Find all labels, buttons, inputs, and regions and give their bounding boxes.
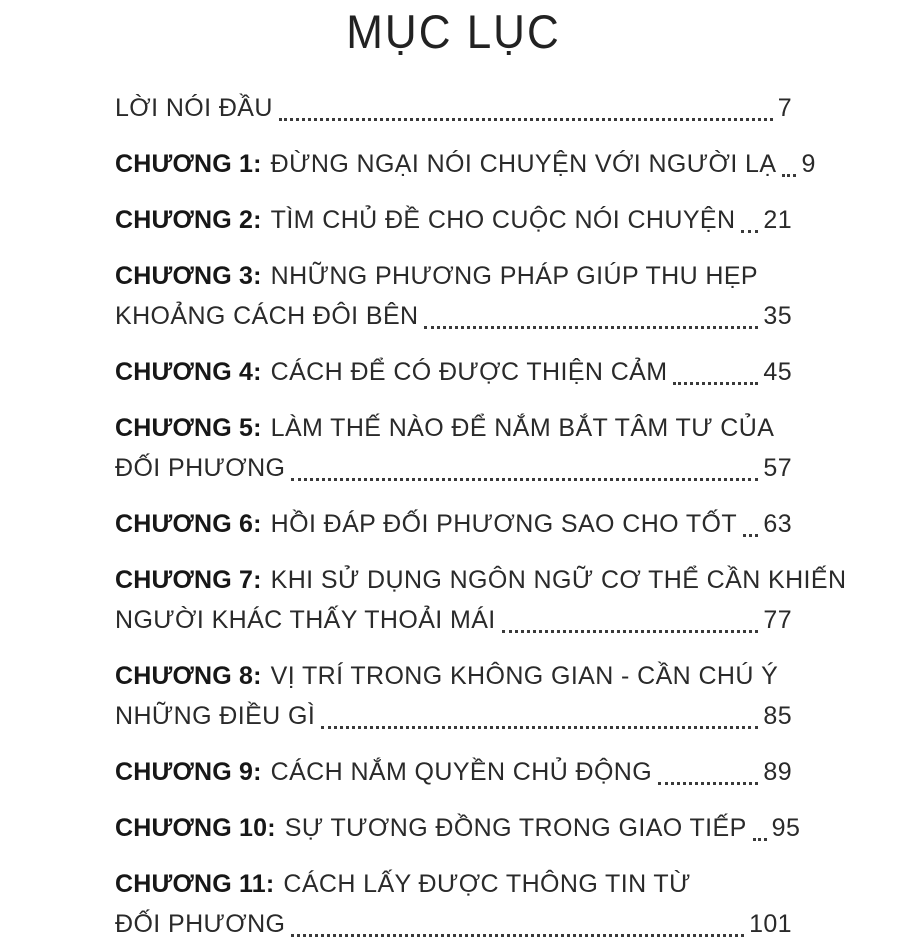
page-number: 89	[763, 758, 792, 786]
dot-leader	[291, 934, 744, 937]
chapter-title: CÁCH ĐỂ CÓ ĐƯỢC THIỆN CẢM	[270, 358, 668, 386]
dot-leader	[658, 782, 758, 785]
toc-entry-line	[115, 504, 792, 544]
dot-leader	[321, 726, 758, 729]
toc-entry-line	[115, 256, 792, 296]
chapter-title-continued: ĐỐI PHƯƠNG	[115, 910, 286, 938]
page-number: 35	[763, 302, 792, 330]
page-number: 7	[777, 94, 792, 122]
toc-entry-line-continued	[115, 904, 792, 944]
chapter-prefix: CHƯƠNG 6:	[115, 510, 262, 538]
chapter-prefix: CHƯƠNG 9:	[115, 758, 262, 786]
dot-leader	[741, 230, 758, 233]
chapter-title: CÁCH NẮM QUYỀN CHỦ ĐỘNG	[270, 758, 653, 786]
dot-leader	[291, 478, 758, 481]
chapter-title: HỒI ĐÁP ĐỐI PHƯƠNG SAO CHO TỐT	[270, 510, 738, 538]
chapter-title-continued: NHỮNG ĐIỀU GÌ	[115, 702, 316, 730]
toc-entry	[115, 560, 847, 640]
toc-entry	[115, 504, 792, 544]
chapter-title-continued: ĐỐI PHƯƠNG	[115, 454, 286, 482]
page-number: 95	[771, 814, 801, 842]
page-number: 101	[749, 910, 792, 938]
toc-entry-line	[115, 88, 792, 128]
toc-list	[115, 88, 847, 944]
chapter-title: TÌM CHỦ ĐỀ CHO CUỘC NÓI CHUYỆN	[270, 206, 736, 234]
dot-leader	[673, 382, 758, 385]
toc-entry-line	[115, 408, 792, 448]
chapter-prefix: CHƯƠNG 3:	[115, 262, 262, 290]
toc-entry-line-continued	[115, 296, 792, 336]
dot-leader	[279, 118, 773, 121]
chapter-prefix: CHƯƠNG 2:	[115, 206, 262, 234]
toc-entry-line	[115, 752, 792, 792]
toc-entry-line-continued	[115, 600, 792, 640]
chapter-prefix: CHƯƠNG 1:	[115, 150, 262, 178]
toc-entry-line-continued	[115, 448, 792, 488]
chapter-title: CÁCH LẤY ĐƯỢC THÔNG TIN TỪ	[283, 870, 691, 898]
page-number: 85	[763, 702, 792, 730]
toc-entry	[115, 144, 816, 184]
dot-leader	[502, 630, 759, 633]
chapter-title: LÀM THẾ NÀO ĐỂ NẮM BẮT TÂM TƯ CỦA	[270, 414, 775, 442]
chapter-title: NHỮNG PHƯƠNG PHÁP GIÚP THU HẸP	[270, 262, 758, 290]
page-number: 77	[763, 606, 792, 634]
toc-entry	[115, 88, 792, 128]
chapter-title-continued: NGƯỜI KHÁC THẤY THOẢI MÁI	[115, 606, 496, 634]
toc-entry	[115, 864, 792, 944]
chapter-prefix: CHƯƠNG 7:	[115, 566, 262, 594]
chapter-prefix: CHƯƠNG 8:	[115, 662, 262, 690]
chapter-title-continued: KHOẢNG CÁCH ĐÔI BÊN	[115, 302, 419, 330]
chapter-prefix: CHƯƠNG 4:	[115, 358, 262, 386]
page-number: 63	[763, 510, 792, 538]
dot-leader	[424, 326, 758, 329]
chapter-title: ĐỪNG NGẠI NÓI CHUYỆN VỚI NGƯỜI LẠ	[270, 150, 777, 178]
toc-entry-line	[115, 144, 816, 184]
dot-leader	[753, 838, 767, 841]
chapter-title: LỜI NÓI ĐẦU	[115, 94, 273, 122]
toc-entry-line	[115, 656, 792, 696]
toc-entry-line	[115, 352, 792, 392]
toc-entry	[115, 752, 792, 792]
toc-entry	[115, 408, 792, 488]
toc-entry-line	[115, 808, 801, 848]
toc-entry	[115, 808, 801, 848]
chapter-prefix: CHƯƠNG 5:	[115, 414, 262, 442]
toc-entry-line	[115, 560, 847, 600]
chapter-prefix: CHƯƠNG 11:	[115, 870, 275, 898]
dot-leader	[743, 534, 758, 537]
toc-entry-line	[115, 864, 792, 904]
toc-entry	[115, 256, 792, 336]
chapter-title: KHI SỬ DỤNG NGÔN NGỮ CƠ THỂ CẦN KHIẾN	[270, 566, 847, 594]
chapter-title: VỊ TRÍ TRONG KHÔNG GIAN - CẦN CHÚ Ý	[270, 662, 779, 690]
toc-entry	[115, 200, 792, 240]
chapter-title: SỰ TƯƠNG ĐỒNG TRONG GIAO TIẾP	[284, 814, 747, 842]
page-number: 9	[801, 150, 816, 178]
page-title: MỤC LỤC	[346, 5, 561, 59]
page-number: 21	[763, 206, 792, 234]
chapter-prefix: CHƯƠNG 10:	[115, 814, 276, 842]
page-number: 45	[763, 358, 792, 386]
toc-entry	[115, 352, 792, 392]
toc-entry-line	[115, 200, 792, 240]
dot-leader	[782, 174, 796, 177]
page-number: 57	[763, 454, 792, 482]
toc-entry	[115, 656, 792, 736]
toc-entry-line-continued	[115, 696, 792, 736]
